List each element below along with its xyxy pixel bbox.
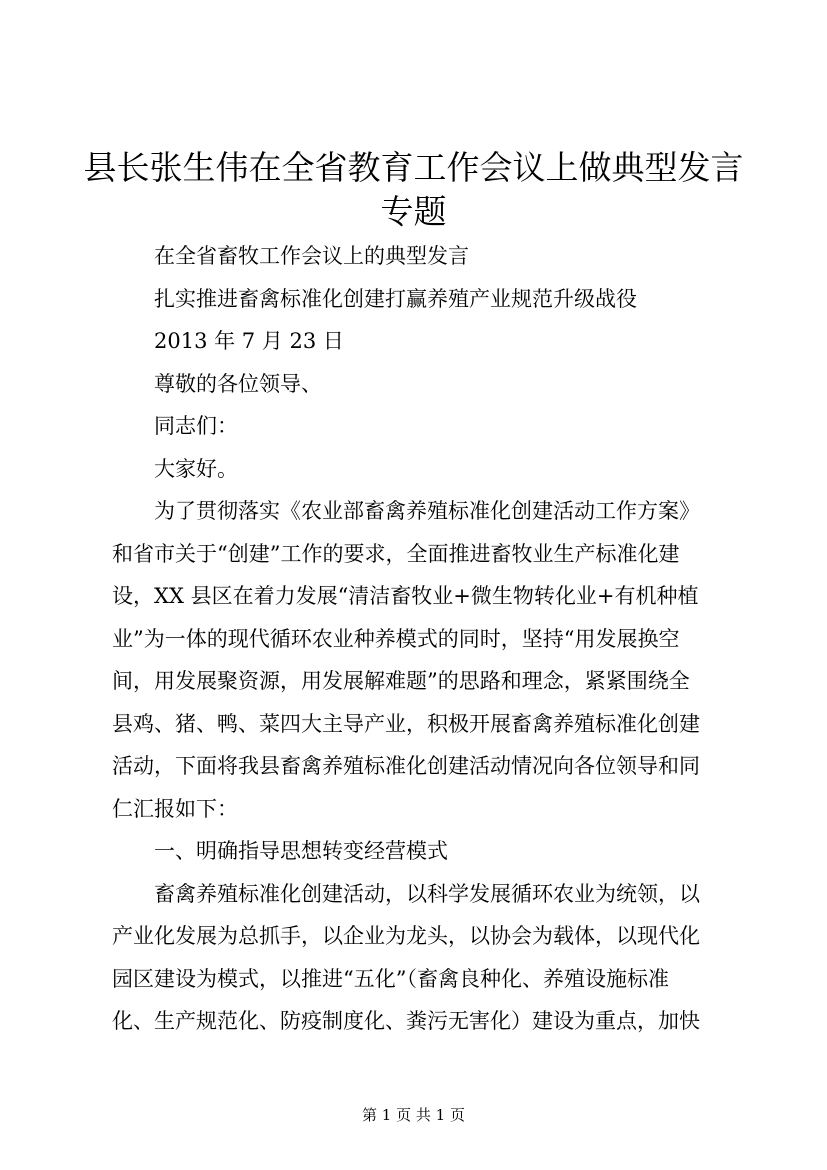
greeting: 大家好。 xyxy=(154,457,238,481)
paragraph-line: 设，XX 县区在着力发展“清洁畜牧业+微生物转化业+有机种植 xyxy=(112,584,699,608)
paragraph-line: 仁汇报如下： xyxy=(112,797,238,821)
paragraph-line: 产业化发展为总抓手，以企业为龙头，以协会为载体，以现代化 xyxy=(112,924,700,948)
paragraph-line: 为了贯彻落实《农业部畜禽养殖标准化创建活动工作方案》 xyxy=(154,499,700,523)
paragraph-line: 畜禽养殖标准化创建活动，以科学发展循环农业为统领，以 xyxy=(154,882,700,906)
speech-date: 2013 年 7 月 23 日 xyxy=(154,329,344,353)
paragraph-line: 化、生产规范化、防疫制度化、粪污无害化）建设为重点，加快 xyxy=(112,1009,700,1033)
paragraph-line: 活动，下面将我县畜禽养殖标准化创建活动情况向各位领导和同 xyxy=(112,754,700,778)
salutation-line2: 同志们： xyxy=(154,414,238,438)
paragraph-line: 业”为一体的现代循环农业种养模式的同时，坚持“用发展换空 xyxy=(112,627,680,651)
section-heading-1: 一、明确指导思想转变经营模式 xyxy=(154,839,448,863)
salutation-line1: 尊敬的各位领导、 xyxy=(154,372,322,396)
paragraph-line: 园区建设为模式，以推进“五化”（畜禽良种化、养殖设施标准 xyxy=(112,967,669,991)
paragraph-line: 县鸡、猪、鸭、菜四大主导产业，积极开展畜禽养殖标准化创建 xyxy=(112,712,700,736)
speech-heading: 扎实推进畜禽标准化创建打赢养殖产业规范升级战役 xyxy=(154,287,637,311)
paragraph-line: 间，用发展聚资源，用发展解难题”的思路和理念，紧紧围绕全 xyxy=(112,669,690,693)
paragraph-line: 和省市关于“创建”工作的要求，全面推进畜牧业生产标准化建 xyxy=(112,542,680,566)
page-number-footer: 第 1 页 共 1 页 xyxy=(362,1106,465,1124)
document-title-line1: 县长张生伟在全省教育工作会议上做典型发言 xyxy=(83,148,744,187)
document-title-line2: 专题 xyxy=(380,192,447,231)
subtitle: 在全省畜牧工作会议上的典型发言 xyxy=(154,244,469,268)
